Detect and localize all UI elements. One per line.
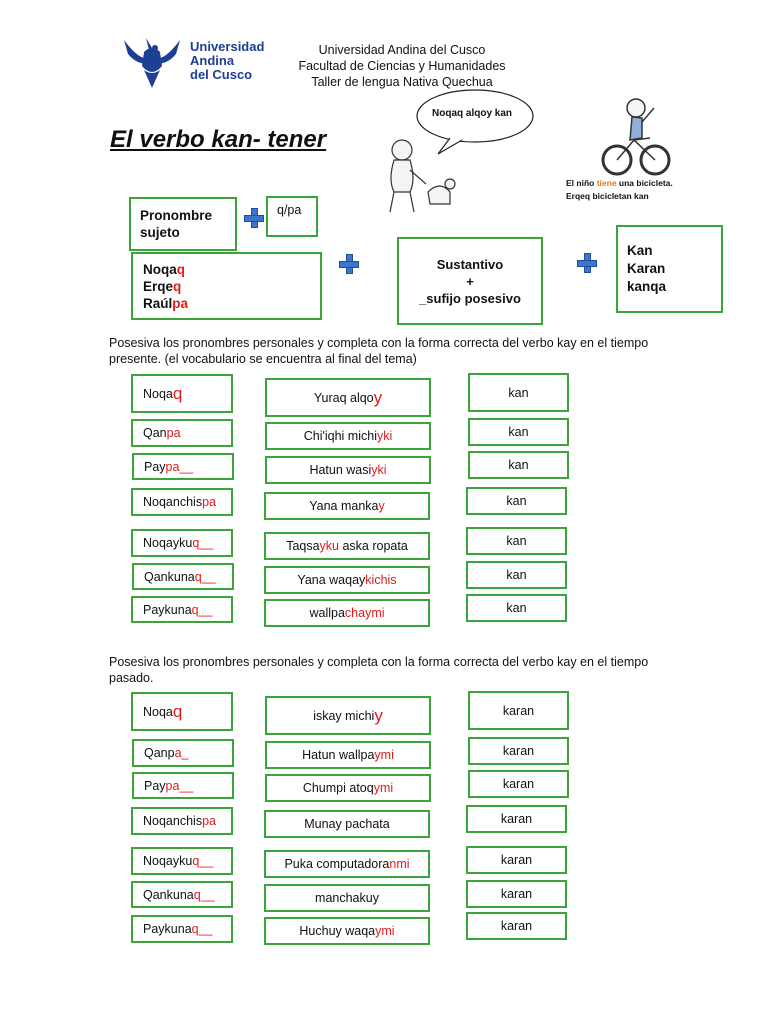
pronoun-cell[interactable]: Noqanchis pa [131,488,233,516]
boy-on-bicycle-icon [603,99,669,174]
speech-bubble-text: Noqaq alqoy kan [432,108,513,119]
logo-text [190,40,264,82]
verb-cell[interactable]: kan [466,561,567,589]
verb-cell[interactable]: karan [466,912,567,940]
noun-cell[interactable]: Yana waqay kichis [264,566,430,594]
illustration [380,80,700,220]
pronoun-cell[interactable]: Qan pa [131,419,233,447]
noun-cell[interactable]: Taqsa yku aska ropata [264,532,430,560]
pronoun-label-line: sujeto [140,225,180,240]
pronoun-cell[interactable]: Noqa q [131,692,233,731]
verb-cell[interactable]: kan [468,373,569,412]
verb-cell[interactable]: kan [466,487,567,515]
verb-form: kanqa [627,279,667,294]
noun-cell[interactable]: wallpa chaymi [264,599,430,627]
pronoun-cell[interactable]: Noqayku q__ [131,847,233,875]
suffix-text: q/pa [277,203,302,217]
example-line: Noqaq [143,261,185,277]
past-instructions: Posesiva los pronombres personales y completa con la forma correcta del verbo kay en el tiempo pasado. [109,655,649,685]
present-instructions: Posesiva los pronombres personales y completa con la forma correcta del verbo kay en el tiempo presente. (el vocabulario se encuentra al final del tema) [109,336,649,366]
noun-cell[interactable]: Hatun wasi yki [265,456,431,484]
pronoun-cell[interactable]: Paykuna q__ [131,915,233,943]
pronoun-examples-box [131,252,322,320]
man-with-dog-icon [390,140,455,212]
speech-bubble-icon [417,90,533,154]
noun-line: _sufijo posesivo [419,290,521,306]
noun-cell[interactable]: Yana manka y [264,492,430,520]
noun-cell[interactable]: Yuraq alqo y [265,378,431,417]
noun-cell[interactable]: manchakuy [264,884,430,912]
institution-line: Facultad de Ciencias y Humanidades [298,59,506,73]
verb-cell[interactable]: karan [466,880,567,908]
plus-icon [244,208,264,228]
noun-cell[interactable]: Chumpi atoq ymi [265,774,431,802]
verb-cell[interactable]: karan [468,691,569,730]
caption-post: una bicicleta. [616,178,673,188]
page-title: El verbo kan- tener [110,126,327,153]
verb-cell[interactable]: karan [466,805,567,833]
logo-line: Universidad [190,39,265,54]
pronoun-cell[interactable]: Noqayku q__ [131,529,233,557]
verb-cell[interactable]: karan [468,737,569,765]
pronoun-label-line: Pronombre [140,208,213,223]
verb-cell[interactable]: karan [468,770,569,798]
pronoun-cell[interactable]: Pay pa__ [132,453,234,480]
pronoun-cell[interactable]: Noqanchis pa [131,807,233,835]
plus-icon [577,253,597,273]
noun-line: Sustantivo [436,256,504,272]
noun-cell[interactable]: Puka computadora nmi [264,850,430,878]
logo-line: del Cusco [190,67,253,82]
institution-line: Universidad Andina del Cusco [318,43,486,57]
verb-cell[interactable]: kan [468,418,569,446]
noun-suffix-box [397,237,543,325]
noun-line: + [466,273,474,289]
logo-line: Andina [190,53,235,68]
pronoun-cell[interactable]: Qanp a_ [132,739,234,767]
noun-cell[interactable]: Munay pachata [264,810,430,838]
noun-cell[interactable]: Hatun wallpa ymi [265,741,431,769]
example-line: Erqeq [143,278,182,294]
illustration-caption-quechua: Erqeq bicicletan kan [566,191,649,201]
caption-highlight: tiene [596,178,617,188]
noun-cell[interactable]: Huchuy waqa ymi [264,917,430,945]
condor-logo-icon [122,34,182,90]
caption-pre: El niño [566,178,597,188]
pronoun-cell[interactable]: Qankuna q__ [132,563,234,590]
university-logo [122,34,282,90]
example-line: Raúlpa [143,295,189,311]
verb-cell[interactable]: kan [466,594,567,622]
institution-line: Taller de lengua Nativa Quechua [311,75,493,89]
illustration-caption [566,178,673,188]
pronoun-cell[interactable]: Qankuna q__ [131,881,233,908]
verb-cell[interactable]: karan [466,846,567,874]
verb-cell[interactable]: kan [466,527,567,555]
noun-cell[interactable]: iskay michi y [265,696,431,735]
suffix-box [266,196,318,237]
pronoun-subject-box [129,197,237,251]
pronoun-cell[interactable]: Paykuna q__ [131,596,233,623]
pronoun-cell[interactable]: Pay pa__ [132,772,234,799]
verb-form: Kan [627,243,653,258]
verb-form: Karan [627,261,666,276]
noun-cell[interactable]: Chi'iqhi michi yki [265,422,431,450]
verb-cell[interactable]: kan [468,451,569,479]
pronoun-cell[interactable]: Noqa q [131,374,233,413]
verb-forms-box [616,225,723,313]
plus-icon [339,254,359,274]
